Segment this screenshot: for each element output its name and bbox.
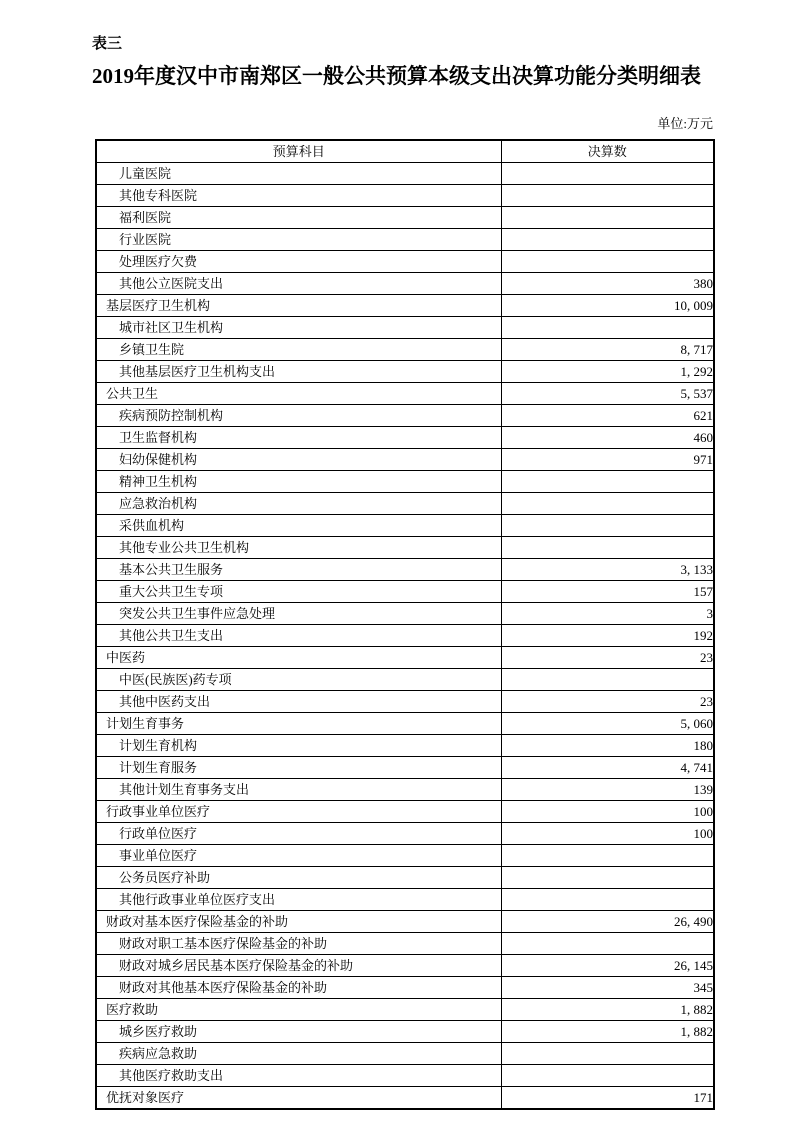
amount-cell: 4, 741	[501, 757, 714, 779]
table-row	[96, 295, 714, 317]
table-row	[96, 361, 714, 383]
table-row	[96, 735, 714, 757]
subject-cell: 其他专业公共卫生机构	[96, 537, 501, 559]
table-row	[96, 515, 714, 537]
amount-cell	[501, 493, 714, 515]
amount-cell	[501, 317, 714, 339]
subject-cell: 其他公立医院支出	[96, 273, 501, 295]
amount-cell	[501, 1065, 714, 1087]
amount-cell: 139	[501, 779, 714, 801]
amount-cell	[501, 207, 714, 229]
table-row	[96, 581, 714, 603]
table-row	[96, 647, 714, 669]
page-title: 2019年度汉中市南郑区一般公共预算本级支出决算功能分类明细表	[92, 64, 701, 88]
subject-cell: 精神卫生机构	[96, 471, 501, 493]
amount-cell: 3	[501, 603, 714, 625]
table-row	[96, 405, 714, 427]
subject-cell: 其他计划生育事务支出	[96, 779, 501, 801]
subject-cell: 事业单位医疗	[96, 845, 501, 867]
amount-cell: 5, 537	[501, 383, 714, 405]
table-row	[96, 493, 714, 515]
amount-cell: 157	[501, 581, 714, 603]
table-row	[96, 207, 714, 229]
table-row	[96, 163, 714, 185]
table-row	[96, 823, 714, 845]
subject-cell: 计划生育机构	[96, 735, 501, 757]
subject-cell: 基本公共卫生服务	[96, 559, 501, 581]
amount-cell: 180	[501, 735, 714, 757]
table-row	[96, 625, 714, 647]
table-row	[96, 339, 714, 361]
subject-cell: 中医(民族医)药专项	[96, 669, 501, 691]
table-row	[96, 185, 714, 207]
table-row	[96, 669, 714, 691]
table-row	[96, 427, 714, 449]
subject-cell: 重大公共卫生专项	[96, 581, 501, 603]
amount-cell: 345	[501, 977, 714, 999]
subject-cell: 医疗救助	[96, 999, 501, 1021]
subject-cell: 处理医疗欠费	[96, 251, 501, 273]
table-row	[96, 713, 714, 735]
subject-cell: 采供血机构	[96, 515, 501, 537]
amount-cell	[501, 669, 714, 691]
amount-cell: 192	[501, 625, 714, 647]
table-row	[96, 537, 714, 559]
table-row	[96, 1065, 714, 1087]
subject-cell: 城市社区卫生机构	[96, 317, 501, 339]
unit-note: 单位:万元	[657, 116, 713, 131]
subject-cell: 财政对基本医疗保险基金的补助	[96, 911, 501, 933]
amount-cell: 26, 490	[501, 911, 714, 933]
subject-cell: 公共卫生	[96, 383, 501, 405]
table-row	[96, 559, 714, 581]
table-row	[96, 273, 714, 295]
amount-cell	[501, 251, 714, 273]
amount-cell: 1, 292	[501, 361, 714, 383]
subject-cell: 应急救治机构	[96, 493, 501, 515]
table-row	[96, 691, 714, 713]
amount-cell	[501, 163, 714, 185]
table-row	[96, 757, 714, 779]
budget-table	[95, 139, 715, 1110]
column-header-amount: 决算数	[501, 140, 714, 163]
subject-cell: 妇幼保健机构	[96, 449, 501, 471]
amount-cell: 1, 882	[501, 999, 714, 1021]
amount-cell	[501, 471, 714, 493]
subject-cell: 疾病应急救助	[96, 1043, 501, 1065]
amount-cell	[501, 229, 714, 251]
subject-cell: 优抚对象医疗	[96, 1087, 501, 1110]
header-row	[96, 140, 714, 163]
amount-cell: 10, 009	[501, 295, 714, 317]
amount-cell: 1, 882	[501, 1021, 714, 1043]
subject-cell: 中医药	[96, 647, 501, 669]
amount-cell: 171	[501, 1087, 714, 1110]
amount-cell: 26, 145	[501, 955, 714, 977]
amount-cell: 8, 717	[501, 339, 714, 361]
table-row	[96, 1021, 714, 1043]
subject-cell: 行业医院	[96, 229, 501, 251]
amount-cell: 380	[501, 273, 714, 295]
amount-cell	[501, 933, 714, 955]
table-row	[96, 1043, 714, 1065]
amount-cell	[501, 185, 714, 207]
subject-cell: 城乡医疗救助	[96, 1021, 501, 1043]
subject-cell: 乡镇卫生院	[96, 339, 501, 361]
table-row	[96, 977, 714, 999]
subject-cell: 其他专科医院	[96, 185, 501, 207]
table-row	[96, 867, 714, 889]
table-row	[96, 471, 714, 493]
amount-cell: 971	[501, 449, 714, 471]
subject-cell: 福利医院	[96, 207, 501, 229]
subject-cell: 基层医疗卫生机构	[96, 295, 501, 317]
table-row	[96, 383, 714, 405]
table-row	[96, 449, 714, 471]
subject-cell: 卫生监督机构	[96, 427, 501, 449]
subject-cell: 其他行政事业单位医疗支出	[96, 889, 501, 911]
amount-cell	[501, 1043, 714, 1065]
subject-cell: 其他中医药支出	[96, 691, 501, 713]
table-row	[96, 229, 714, 251]
table-row	[96, 911, 714, 933]
amount-cell	[501, 867, 714, 889]
amount-cell	[501, 515, 714, 537]
table-row	[96, 603, 714, 625]
amount-cell: 100	[501, 823, 714, 845]
column-header-subject: 预算科目	[96, 140, 501, 163]
table-row	[96, 845, 714, 867]
subject-cell: 其他医疗救助支出	[96, 1065, 501, 1087]
subject-cell: 突发公共卫生事件应急处理	[96, 603, 501, 625]
subject-cell: 疾病预防控制机构	[96, 405, 501, 427]
subject-cell: 儿童医院	[96, 163, 501, 185]
table-label: 表三	[92, 36, 123, 52]
amount-cell: 23	[501, 647, 714, 669]
subject-cell: 财政对其他基本医疗保险基金的补助	[96, 977, 501, 999]
table-row	[96, 779, 714, 801]
table-row	[96, 955, 714, 977]
subject-cell: 公务员医疗补助	[96, 867, 501, 889]
amount-cell	[501, 537, 714, 559]
subject-cell: 行政单位医疗	[96, 823, 501, 845]
amount-cell	[501, 889, 714, 911]
amount-cell: 100	[501, 801, 714, 823]
subject-cell: 计划生育服务	[96, 757, 501, 779]
table-row	[96, 317, 714, 339]
table-row	[96, 999, 714, 1021]
table-row	[96, 801, 714, 823]
table-row	[96, 889, 714, 911]
amount-cell: 3, 133	[501, 559, 714, 581]
table-row	[96, 1087, 714, 1110]
amount-cell	[501, 845, 714, 867]
table-row	[96, 933, 714, 955]
amount-cell: 621	[501, 405, 714, 427]
table-body	[96, 163, 714, 1110]
amount-cell: 460	[501, 427, 714, 449]
subject-cell: 计划生育事务	[96, 713, 501, 735]
subject-cell: 其他公共卫生支出	[96, 625, 501, 647]
amount-cell: 23	[501, 691, 714, 713]
subject-cell: 行政事业单位医疗	[96, 801, 501, 823]
subject-cell: 财政对城乡居民基本医疗保险基金的补助	[96, 955, 501, 977]
table-row	[96, 251, 714, 273]
subject-cell: 其他基层医疗卫生机构支出	[96, 361, 501, 383]
subject-cell: 财政对职工基本医疗保险基金的补助	[96, 933, 501, 955]
amount-cell: 5, 060	[501, 713, 714, 735]
